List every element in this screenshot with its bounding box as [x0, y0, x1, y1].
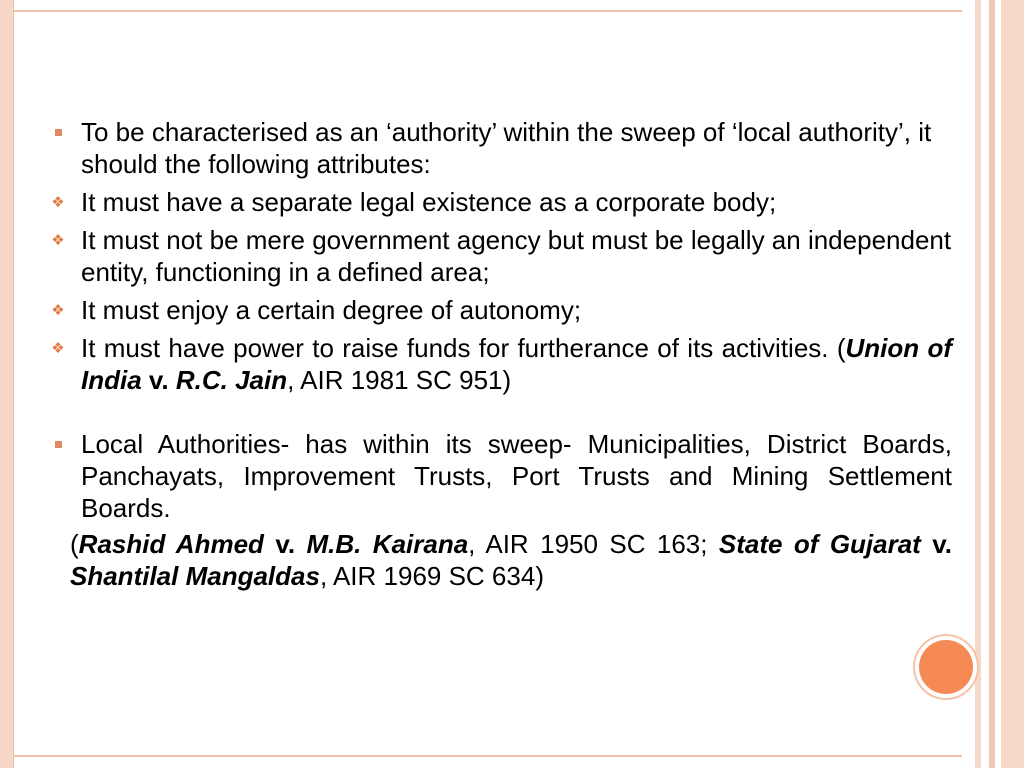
left-border-strip: [0, 0, 14, 768]
right-border-stripes: [962, 0, 1024, 768]
square-bullet-icon: [48, 116, 68, 148]
versus-text: v.: [141, 365, 176, 395]
bullet-text: It must enjoy a certain degree of autonomy;: [81, 295, 582, 325]
bullet-text: It must not be mere government agency but must be legally an independent entity, functioning in a defined area;: [81, 225, 952, 287]
case-party-name: Rashid Ahmed: [78, 529, 264, 559]
text-segment: It must have power to raise funds for furtherance of its activities. (: [81, 333, 846, 363]
diamond-bullet-icon: ❖: [51, 338, 65, 357]
bullet-item-authority-attributes: [48, 116, 952, 180]
case-party-name: State of Gujarat: [718, 529, 921, 559]
case-citation-block: [48, 528, 952, 592]
bullet-text: Local Authorities- has within its sweep- Municipalities, District Boards, Panchayats, Improvement Trusts, Port Trusts and Mining Settlement Boards.: [81, 429, 952, 523]
versus-text: v.: [263, 529, 307, 559]
bullet-text: It must have a separate legal existence as a corporate body;: [81, 187, 777, 217]
diamond-bullet-icon: ❖: [51, 230, 65, 249]
top-rule: [14, 10, 962, 12]
decorative-circle: [919, 640, 973, 694]
bullet-item-raise-funds: [48, 332, 952, 396]
bullet-text: To be characterised as an ‘authority’ within the sweep of ‘local authority’, it should the following attributes:: [81, 117, 932, 179]
diamond-bullet-icon: ❖: [51, 300, 65, 319]
slide-content: [48, 116, 952, 592]
diamond-bullet-icon: ❖: [51, 192, 65, 211]
square-bullet-icon: [48, 428, 68, 460]
case-party-name: M.B. Kairana: [306, 529, 469, 559]
bullet-item-separate-existence: [48, 186, 952, 218]
bullet-item-local-authorities: [48, 428, 952, 524]
versus-text: v.: [920, 529, 953, 559]
case-party-name: R.C. Jain: [175, 365, 288, 395]
bullet-text: [81, 332, 952, 396]
case-citation: , AIR 1950 SC 163;: [468, 529, 719, 559]
bullet-item-independent-entity: [48, 224, 952, 288]
case-party-name: Shantilal Mangaldas: [70, 561, 320, 591]
bullet-item-autonomy: [48, 294, 952, 326]
case-citation: , AIR 1969 SC 634): [319, 561, 544, 591]
bottom-rule: [14, 755, 962, 757]
case-party-name: Union of India: [81, 333, 952, 395]
paren-open: (: [70, 529, 79, 559]
case-citation: , AIR 1981 SC 951): [287, 365, 512, 395]
